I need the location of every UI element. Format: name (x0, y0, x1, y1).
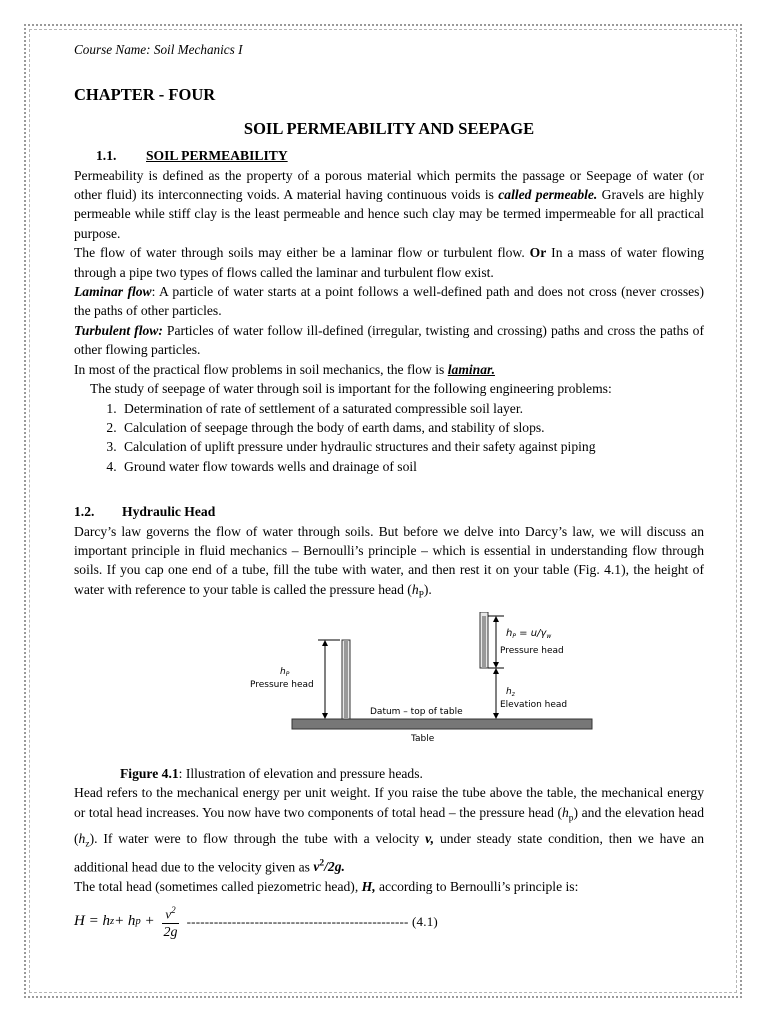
engineering-problems-list (74, 399, 704, 477)
datum-label: Datum – top of table (370, 706, 463, 717)
text: ) and the elevation head ( (74, 804, 704, 846)
symbol-subscript: z (85, 839, 90, 850)
equation-lhs: H = h (74, 912, 110, 929)
text: under steady state condition, then we have an additional head due to the velocity given as (74, 830, 704, 875)
hp-equation: $h_P = u/\gamma_w$ (506, 627, 552, 640)
fraction-superscript: 2 (171, 905, 176, 916)
text: The flow of water through soils may either be a laminar flow or turbulent flow. (74, 245, 530, 261)
paragraph-total-head (74, 783, 704, 877)
symbol: v (313, 859, 320, 875)
symbol-subscript: P (418, 590, 424, 601)
term: Turbulent flow: (74, 322, 163, 338)
section-heading-1-1 (74, 146, 704, 165)
document-body (74, 40, 704, 941)
main-title: SOIL PERMEABILITY AND SEEPAGE (243, 118, 535, 138)
table-surface (292, 719, 592, 729)
paragraph-seepage-study: The study of seepage of water through soil is important for the following engineering problems: (90, 381, 612, 397)
text: ). (423, 581, 432, 597)
symbol-subscript: p (568, 813, 574, 824)
fraction-numerator: v (165, 906, 172, 922)
emphasis: called permeable. (498, 187, 598, 203)
equation-4-1 (74, 902, 704, 940)
paragraph-laminar (74, 282, 704, 321)
symbol: v, (425, 830, 435, 846)
arrow-head-icon (493, 668, 499, 674)
list-item: 3. Calculation of uplift pressure under hydraulic structures and their safety against piping (120, 437, 704, 456)
text: The total head (sometimes called piezometric head), (74, 878, 362, 894)
list-item: 4. Ground water flow towards wells and drainage of soil (120, 457, 704, 476)
paragraph-permeability (74, 166, 704, 244)
paragraph-turbulent (74, 321, 704, 360)
heads-diagram (74, 612, 704, 762)
symbol-superscript: 2 (319, 858, 325, 869)
arrow-head-icon (322, 640, 328, 646)
section-number: 1.1. (96, 148, 117, 164)
right-pressure-head-label: Pressure head (500, 645, 564, 656)
symbol: H, (361, 878, 376, 894)
section-number: 1.2. (74, 504, 95, 520)
section-title: SOIL PERMEABILITY (146, 148, 288, 164)
list-item: 1. Determination of rate of settlement of a saturated compressible soil layer. (120, 399, 704, 418)
arrow-head-icon (493, 616, 499, 622)
fraction-denominator: 2g (163, 924, 178, 940)
text: : A particle of water starts at a point follows a well-defined path and does not cross (never crosses) the paths of other particles. (74, 284, 705, 319)
arrow-head-icon (322, 713, 328, 719)
text: Darcy’s law governs the flow of water through soils. But before we delve into Darcy’s law, we will discuss an important principle in fluid mechanics – Bernoulli’s principle – which is essential in understanding flow through soils. If you cap one end of a tube, fill the tube with water, and then rest it on your table (Fig. 4.1), the height of water with reference to your table is called the pressure head ( (74, 523, 704, 597)
caption-label: Figure 4.1 (120, 765, 179, 781)
section-heading-1-2 (74, 502, 704, 521)
caption-text: : Illustration of elevation and pressure heads. (178, 765, 423, 781)
text: ). If water were to flow through the tube with a velocity (89, 830, 426, 846)
chapter-title: CHAPTER - FOUR (74, 85, 216, 105)
text: In most of the practical flow problems in soil mechanics, the flow is (74, 361, 448, 377)
text: Particles of water follow ill-defined (irregular, twisting and crossing) paths and cross the paths of other flowing particles. (74, 322, 704, 358)
equation-fraction (162, 902, 178, 940)
equation-subscript: z (109, 915, 115, 927)
symbol: /2g. (324, 859, 345, 875)
elevation-head-label: Elevation head (500, 699, 568, 710)
text: In a mass of water flowing through a pipe two types of flows called the laminar and turbulent flow exist. (74, 245, 704, 280)
arrow-head-icon (493, 713, 499, 719)
arrow-head-icon (493, 662, 499, 668)
text: Head refers to the mechanical energy per unit weight. If you raise the tube above the table, the mechanical energy or total head increases. You now have two components of total head – the pressure head ( (74, 785, 704, 820)
paragraph-hydraulic-head (74, 522, 704, 606)
emphasis: Or (529, 245, 547, 261)
left-tube-water (344, 640, 348, 719)
text: Permeability is defined as the property of a porous material which permits the passage or Seepage of water (or other fluid) its interconnecting voids. A material having continuous voids is (74, 167, 704, 203)
right-tube-water (482, 616, 486, 668)
equation-term: + h (114, 912, 136, 929)
left-pressure-head-label: Pressure head (250, 679, 314, 690)
hz-symbol: $h_z$ (506, 686, 515, 698)
text: Gravels are highly permeable while stiff clay is the least permeable and hence such clay may be termed impermeable for all practical purpose. (74, 187, 704, 241)
symbol: h (561, 804, 569, 820)
emphasis: laminar. (447, 361, 495, 377)
paragraph-bernoulli (74, 877, 704, 896)
equation-subscript: p (135, 915, 141, 927)
text: according to Bernoulli’s principle is: (375, 878, 579, 894)
symbol: h (78, 830, 86, 846)
figure-4-1 (74, 612, 704, 762)
list-item: 2. Calculation of seepage through the body of earth dams, and stability of slops. (120, 418, 704, 437)
figure-caption (74, 764, 704, 783)
paragraph-practical (74, 360, 704, 379)
left-hp-symbol: $h_P$ (280, 666, 290, 678)
equation-term: + (140, 912, 159, 929)
term: Laminar flow (74, 284, 152, 300)
table-label: Table (411, 733, 435, 744)
paragraph-flow-types (74, 243, 704, 282)
equation-number: ------------------------------------------------- (4.1) (186, 913, 438, 929)
symbol: h (411, 581, 419, 597)
course-name: Course Name: Soil Mechanics I (74, 42, 243, 57)
section-title: Hydraulic Head (122, 504, 216, 520)
